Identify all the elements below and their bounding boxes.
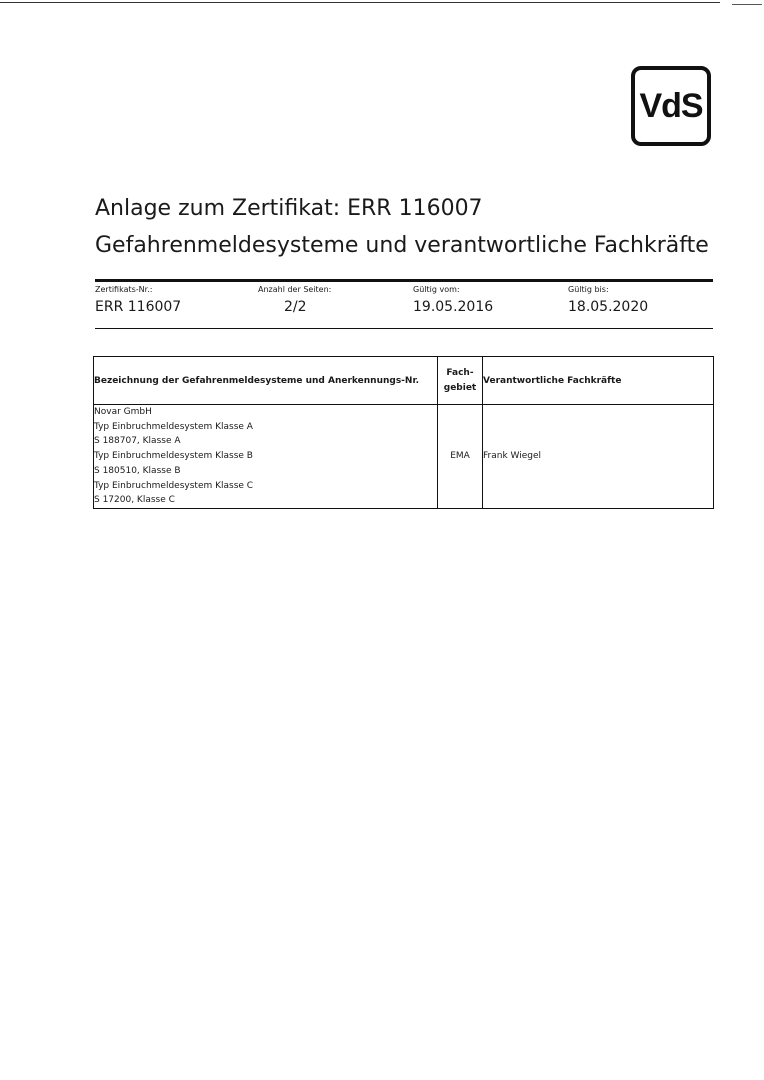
systems-table	[93, 356, 714, 509]
header-field	[438, 357, 483, 405]
table-row	[94, 405, 714, 509]
valid-from-value: 19.05.2016	[413, 299, 494, 315]
pages-label: Anzahl der Seiten:	[258, 285, 332, 294]
systems-cell	[94, 405, 438, 509]
cert-no-label: Zertifikats-Nr.:	[95, 285, 153, 294]
valid-to-label: Gültig bis:	[568, 285, 609, 294]
header-persons: Verantwortliche Fachkräfte	[483, 357, 714, 405]
system-line: S 188707, Klasse A	[94, 436, 181, 447]
system-line: S 17200, Klasse C	[94, 495, 175, 506]
header-field-line2: gebiet	[443, 382, 477, 393]
valid-from-label: Gültig vom:	[413, 285, 460, 294]
system-line: Novar GmbH	[94, 407, 152, 417]
header-field-line1: Fach-	[446, 367, 474, 378]
document-title: Anlage zum Zertifikat: ERR 116007	[95, 196, 483, 221]
pages-value: 2/2	[284, 299, 307, 315]
header-rule	[95, 279, 713, 282]
header-systems: Bezeichnung der Gefahrenmeldesysteme und Anerkennungs-Nr.	[94, 357, 438, 405]
system-line: S 180510, Klasse B	[94, 465, 181, 476]
table-header-row	[94, 357, 714, 405]
system-line: Typ Einbruchmeldesystem Klasse B	[94, 451, 253, 462]
scan-edge-line	[0, 2, 720, 3]
system-line: Typ Einbruchmeldesystem Klasse C	[94, 480, 254, 491]
system-line: Typ Einbruchmeldesystem Klasse A	[94, 421, 253, 432]
document-subtitle: Gefahrenmeldesysteme und verantwortliche Fachkräfte	[95, 233, 709, 258]
field-cell: EMA	[438, 405, 483, 509]
cert-no-value: ERR 116007	[95, 299, 182, 315]
meta-rule	[95, 328, 713, 329]
valid-to-value: 18.05.2020	[568, 299, 649, 315]
vds-logo-text: VdS	[639, 86, 703, 125]
person-cell: Frank Wiegel	[483, 405, 714, 509]
vds-logo	[631, 66, 711, 146]
scan-edge-mark	[732, 4, 762, 5]
